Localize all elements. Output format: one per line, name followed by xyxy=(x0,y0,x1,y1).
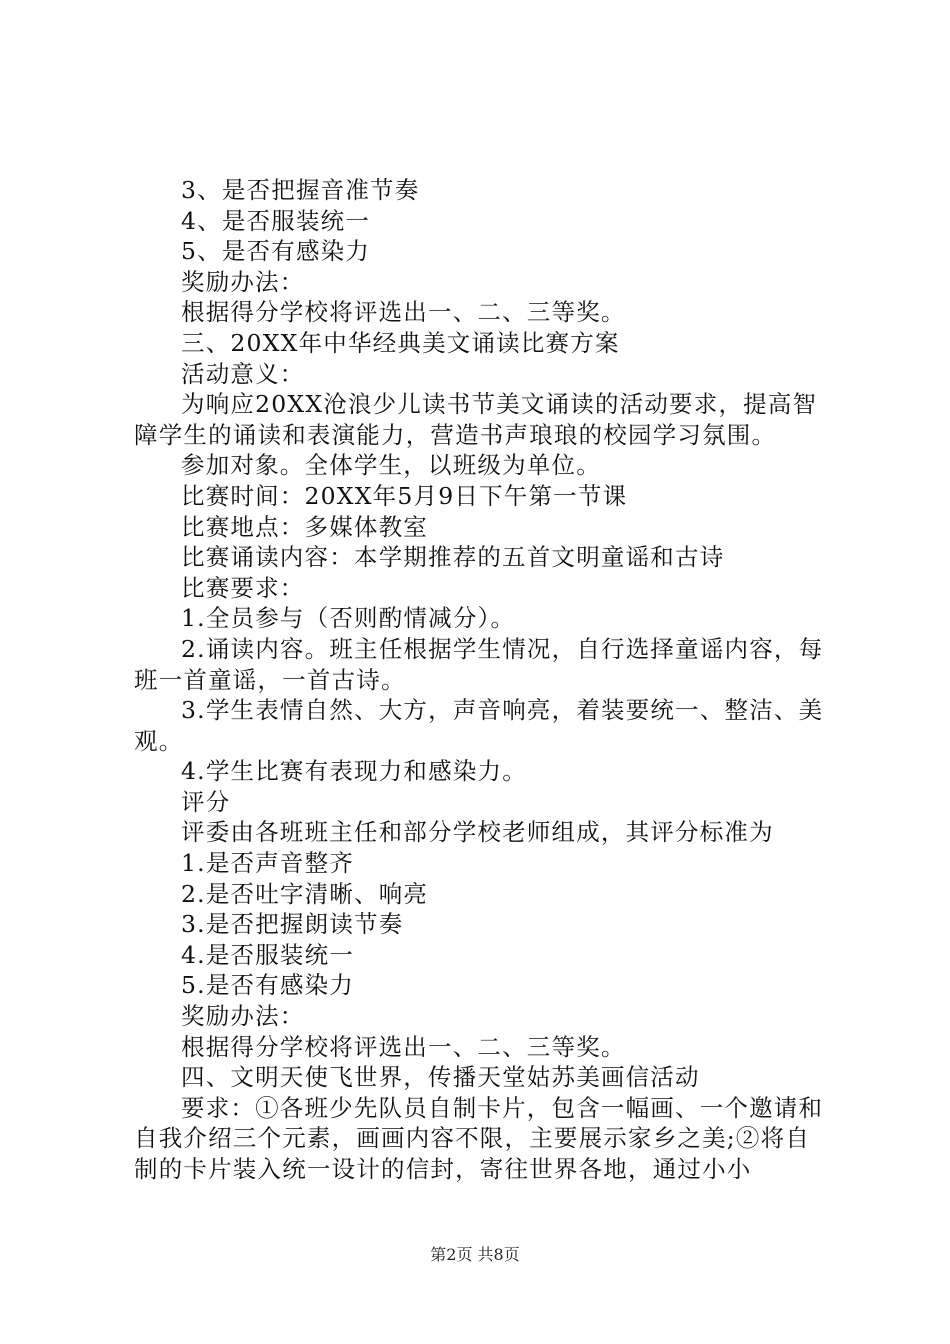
paragraph: 根据得分学校将评选出一、二、三等奖。 xyxy=(181,298,626,327)
document-body xyxy=(134,175,830,1185)
paragraph: 根据得分学校将评选出一、二、三等奖。 xyxy=(181,1032,626,1061)
paragraph: 评委由各班班主任和部分学校老师组成，其评分标准为 xyxy=(181,818,774,847)
paragraph: 比赛要求： xyxy=(181,573,305,602)
paragraph: 参加对象。全体学生，以班级为单位。 xyxy=(181,451,601,480)
paragraph: 2.是否吐字清晰、响亮 xyxy=(181,879,429,908)
paragraph: 比赛诵读内容：本学期推荐的五首文明童谣和古诗 xyxy=(181,543,725,572)
page-footer: 第2页 共8页 xyxy=(430,1245,520,1264)
paragraph: 三、20XX年中华经典美文诵读比赛方案 xyxy=(181,328,620,357)
paragraph: 1.是否声音整齐 xyxy=(181,849,355,878)
paragraph: 为响应20XX沧浪少儿读书节美文诵读的活动要求，提高智障学生的诵读和表演能力，营造书声琅琅的校园学习氛围。 xyxy=(134,390,818,449)
paragraph: 要求：①各班少先队员自制卡片，包含一幅画、一个邀请和自我介绍三个元素，画画内容不限，主要展示家乡之美;②将自制的卡片装入统一设计的信封，寄往世界各地，通过小小 xyxy=(134,1093,824,1183)
paragraph: 评分 xyxy=(181,787,231,816)
paragraph: 3.学生表情自然、大方，声音响亮，着装要统一、整洁、美观。 xyxy=(134,696,824,755)
paragraph: 奖励办法： xyxy=(181,267,305,296)
paragraph: 5.是否有感染力 xyxy=(181,971,355,1000)
paragraph: 活动意义： xyxy=(181,359,305,388)
paragraph: 奖励办法： xyxy=(181,1002,305,1031)
paragraph: 3、是否把握音准节奏 xyxy=(181,176,420,204)
paragraph: 5、是否有感染力 xyxy=(181,237,371,266)
paragraph: 3.是否把握朗读节奏 xyxy=(181,910,404,939)
paragraph: 4.学生比赛有表现力和感染力。 xyxy=(181,757,527,786)
paragraph: 1.全员参与（否则酌情减分）。 xyxy=(181,604,516,633)
paragraph: 4.是否服装统一 xyxy=(181,940,355,969)
paragraph: 比赛时间：20XX年5月9日下午第一节课 xyxy=(181,481,628,510)
paragraph: 四、文明天使飞世界，传播天堂姑苏美画信活动 xyxy=(181,1063,700,1092)
paragraph: 2.诵读内容。班主任根据学生情况，自行选择童谣内容，每班一首童谣，一首古诗。 xyxy=(134,634,824,694)
paragraph: 4、是否服装统一 xyxy=(181,206,371,235)
paragraph: 比赛地点：多媒体教室 xyxy=(181,512,428,541)
